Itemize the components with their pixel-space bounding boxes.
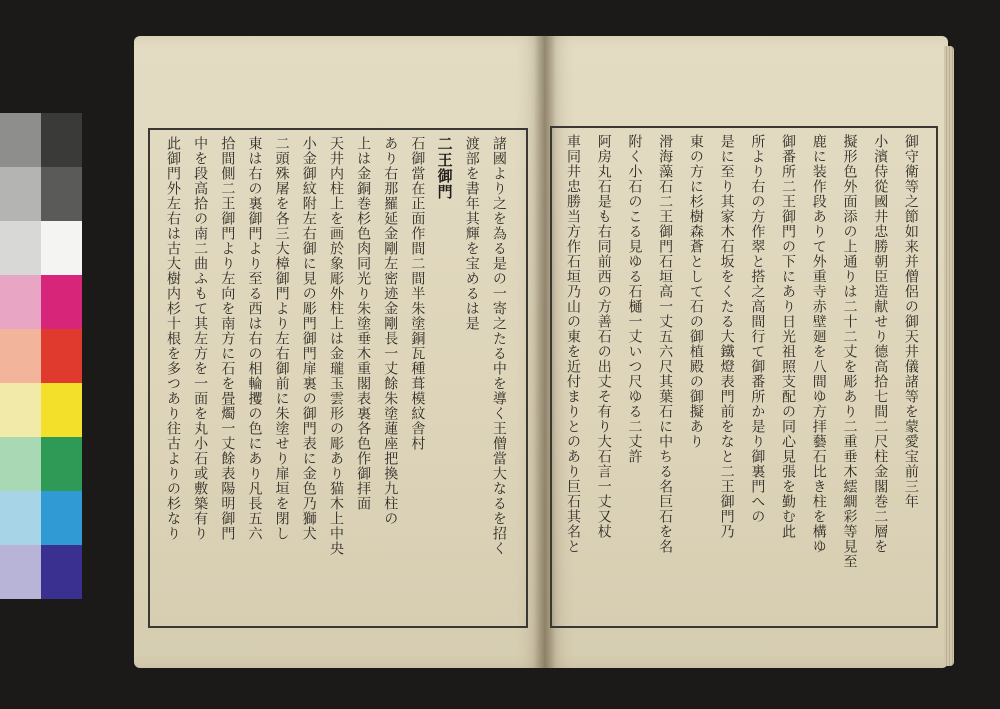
text-column: 滑海藻石二王御門石垣高一丈五六尺其葉石に中ちる名巨石を名: [657, 134, 674, 554]
text-column: 東の方に杉樹森蒼として石の御植殿の御擬あり: [687, 134, 704, 449]
text-column: 渡部を書年其輝を宝めるは是: [463, 136, 480, 331]
text-column: 諸國より之を為る是の一寄之たる中を導く王僧當大なるを招く: [490, 136, 507, 556]
text-column: 小濱侍從國井忠勝朝臣造献せり德高拾七間二尺柱金閣巻二層を: [872, 134, 889, 554]
text-column: 石御當在正面作間二間半朱塗銅瓦種葺模紋舎村: [409, 136, 426, 451]
open-book: [126, 36, 948, 672]
color-swatch: [41, 437, 82, 491]
color-swatch: [41, 113, 82, 167]
color-swatch: [0, 113, 41, 167]
text-column: 所より右の方作翠と搭之高間行て御番所か是り御裏門への: [749, 134, 766, 524]
color-swatch: [41, 167, 82, 221]
text-column: 阿房丸石是も右同前西の方善石の出丈そ有り大石言一丈又杖: [595, 134, 612, 539]
color-calibration-chart: [0, 113, 82, 599]
color-swatch: [0, 221, 41, 275]
color-swatch: [0, 329, 41, 383]
text-column: あり右那羅延金剛左密迹金剛長一丈餘朱塗蓮座把換九柱の: [382, 136, 399, 526]
color-swatch: [0, 167, 41, 221]
color-swatch: [41, 329, 82, 383]
text-column: 車同井忠勝当方作石垣乃山の東を近付まりとのあり巨石其名と: [565, 134, 581, 554]
color-swatch: [0, 383, 41, 437]
left-page-text-columns: [162, 136, 510, 618]
color-swatch: [41, 491, 82, 545]
color-swatch: [0, 545, 41, 599]
color-swatch: [0, 275, 41, 329]
text-column: 拾間側二王御門より左向を南方に石を畳燭一丈餘表陽明御門: [219, 136, 236, 541]
color-swatch: [41, 221, 82, 275]
text-column: 東は右の裏御門より至る西は右の相輪攫の色にあり凡長五六: [246, 136, 263, 541]
right-page-text-columns: [562, 134, 922, 618]
text-column: 小金御紋附左右御に見の彫門御門扉裏の御門表に金色乃獅犬: [300, 136, 317, 541]
text-column: 天井内柱上を画於象彫外柱上は金瓏玉雲形の彫あり猫木上中央: [327, 136, 344, 556]
text-column: 御番所二王御門の下にあり日光祖照支配の同心見張を勤む此: [780, 134, 797, 539]
text-column: 中を段高拾の南二曲ふもて其左方を一面を丸小石或敷築有り: [192, 136, 209, 541]
text-column: 上は金銅巻杉色肉同光り朱塗垂木重閣表裏各色作御拝面: [355, 136, 372, 511]
color-swatch: [41, 545, 82, 599]
color-swatch: [41, 275, 82, 329]
text-column: 鹿に装作段ありて外重寺赤壁廻を八間ゆ方拝藝石比き柱を構ゆ: [810, 134, 827, 554]
text-column: 此御門外左右は古大樹内杉十根を多つあり往古よりの杉なり: [165, 136, 181, 541]
text-column: 附く小石のこる見ゆる石樋一丈いつ尺ゆる二丈許: [626, 134, 643, 464]
color-swatch: [0, 491, 41, 545]
page-edges: [944, 46, 954, 666]
text-column: 二頭殊屠を各三大樟御門より左右御前に朱塗せり扉垣を閉し: [273, 136, 290, 541]
color-swatch: [41, 383, 82, 437]
text-column: 是に至り其家木石坂をくたる大鐵燈表門前をなと二王御門乃: [718, 134, 735, 539]
color-swatch: [0, 437, 41, 491]
text-column: 二王御門: [435, 136, 454, 200]
text-column: 御守衛等之節如来并僧侶の御天井儀諸等を蒙愛宝前三年: [902, 134, 919, 509]
text-column: 擬形色外面添の上通りは二十二丈を彫あり二重垂木繧繝彩等見至: [841, 134, 858, 569]
